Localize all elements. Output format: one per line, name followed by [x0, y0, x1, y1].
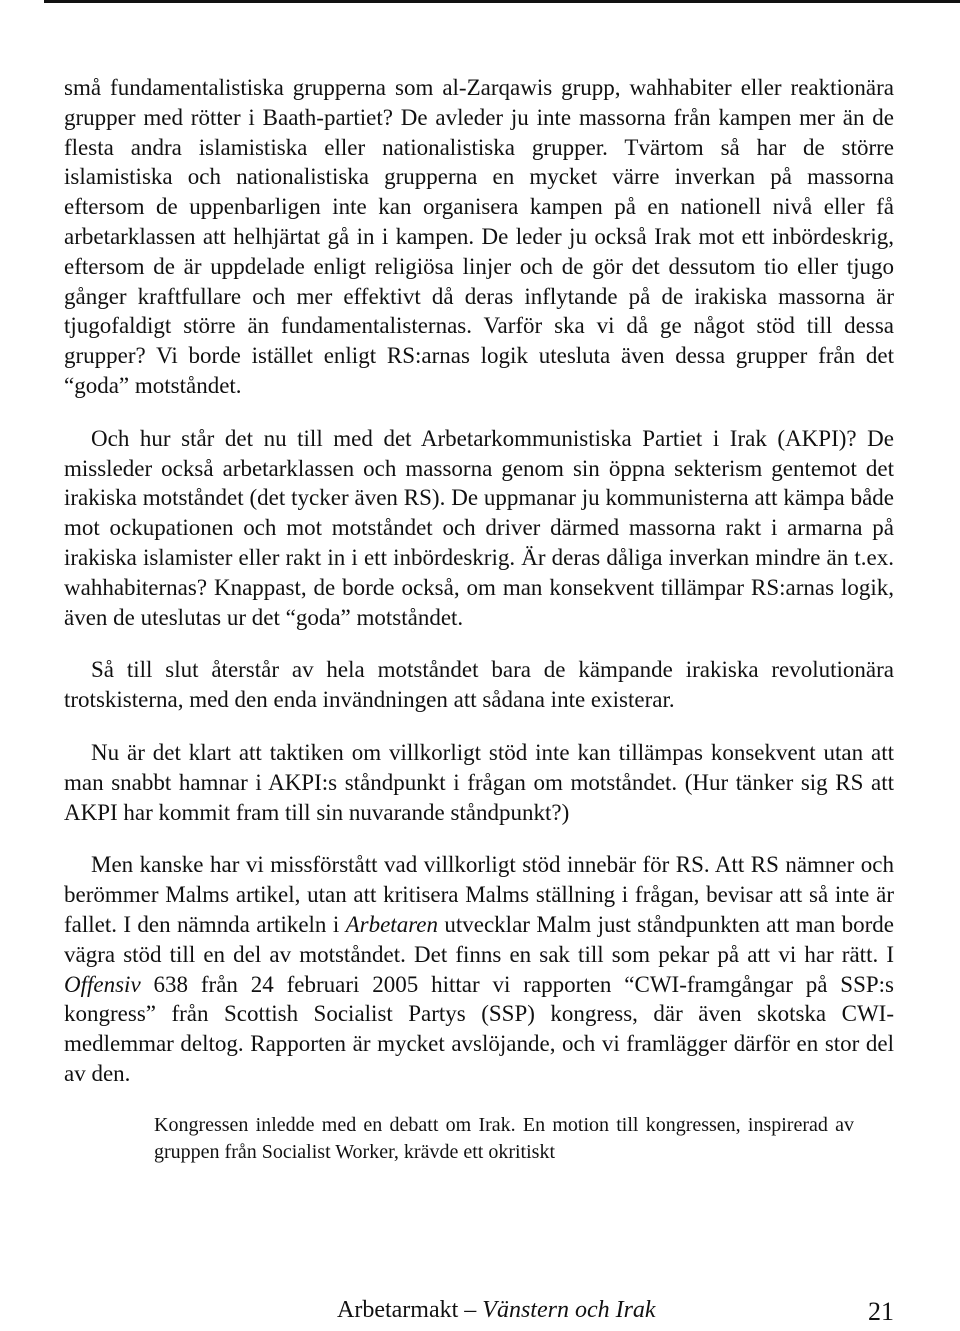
- paragraph-1: små fundamentalistiska grupperna som al-Zarqawis grupp, wahhabiter eller reaktionära grupper med rötter i Baath-partiet? De avleder ju inte massorna från kampen mer än de flesta andra islamistiska eller nationalistiska grupper. Tvärtom så har de större islamistiska och nationalistiska grupperna en mycket värre inverkan på massorna eftersom de uppenbarligen inte kan organisera kampen på en nationell nivå eller få arbetarklassen att helhjärtat gå in i kampen. De leder ju också Irak mot ett inbördeskrig, eftersom de är uppdelade enligt religiösa linjer och de gör det dessutom tio eller tjugo gånger kraftfullare och mer effektivt då deras inflytande på de irakiska massorna är tjugofaldigt större än fundamentalisternas. Varför ska vi då ge något stöd till dessa grupper? Vi borde istället enligt RS:arnas logik utesluta även dessa grupper från det “goda” motståndet.: [64, 75, 894, 398]
- paragraph-5-part-1: Men kanske har vi missförstått vad villkorligt stöd innebär för RS. Att RS nämner och berömmer Malms artikel, utan att kritisera Malms ställning i frågan, bevisar att så inte är fallet. I den nämnda artikeln i: [64, 852, 894, 937]
- paragraph-5: [64, 850, 894, 1088]
- paragraph-5-part-2: utvecklar Malm just ståndpunkten att man borde vägra stöd till en del av motståndet. Det finns en sak till som pekar på att vi har rätt. I: [64, 911, 894, 967]
- page-footer: [64, 1297, 894, 1331]
- footer-dash: –: [458, 1297, 483, 1323]
- title-offensiv: Offensiv: [64, 971, 141, 997]
- page-body: [64, 50, 894, 1186]
- running-footer: [337, 1297, 656, 1324]
- paragraph-5-part-3: 638 från 24 februari 2005 hittar vi rapporten “CWI-framgångar på SSP:s kongress” från Scottish Socialist Partys (SSP) kongress, där även skotska CWI-medlemmar deltog. Rapporten är mycket avslöjande, och vi framlägger därför en stor del av den.: [64, 971, 894, 1086]
- paragraph-4: Nu är det klart att taktiken om villkorligt stöd inte kan tillämpas konsekvent utan att man snabbt hamnar i AKPI:s ståndpunkt i frågan om motståndet. (Hur tänker sig RS att AKPI har kommit fram till sin nuvarande ståndpunkt?): [64, 739, 894, 825]
- top-rule: [44, 0, 960, 3]
- title-arbetaren: Arbetaren: [345, 911, 438, 937]
- paragraph-3: Så till slut återstår av hela motståndet bara de kämpande irakiska revolutionära trotskisterna, med den enda invändningen att sådana inte existerar.: [64, 657, 894, 713]
- main-text: [64, 73, 894, 1089]
- page-number: 21: [868, 1297, 894, 1326]
- footer-publication: Arbetarmakt: [337, 1297, 459, 1323]
- footer-section: Vänstern och Irak: [482, 1297, 656, 1323]
- paragraph-2: Och hur står det nu till med det Arbetarkommunistiska Partiet i Irak (AKPI)? De missleder också arbetarklassen och massorna genom sin öppna sekterism gentemot det irakiska motståndet (det tycker även RS). De uppmanar ju kommunisterna att kämpa både mot ockupationen och mot motståndet och driver därmed massorna rakt i armarna på irakiska islamister eller rakt in i ett inbördeskrig. Är deras dåliga inverkan mindre än t.ex. wahhabiternas? Knappast, de borde också, om man konsekvent tillämpar RS:arnas logik, även de uteslutas ur det “goda” motståndet.: [64, 425, 894, 630]
- block-quote: Kongressen inledde med en debatt om Irak. En motion till kongressen, inspirerad av gruppen från Socialist Worker, krävde ett okritiskt: [154, 1113, 854, 1163]
